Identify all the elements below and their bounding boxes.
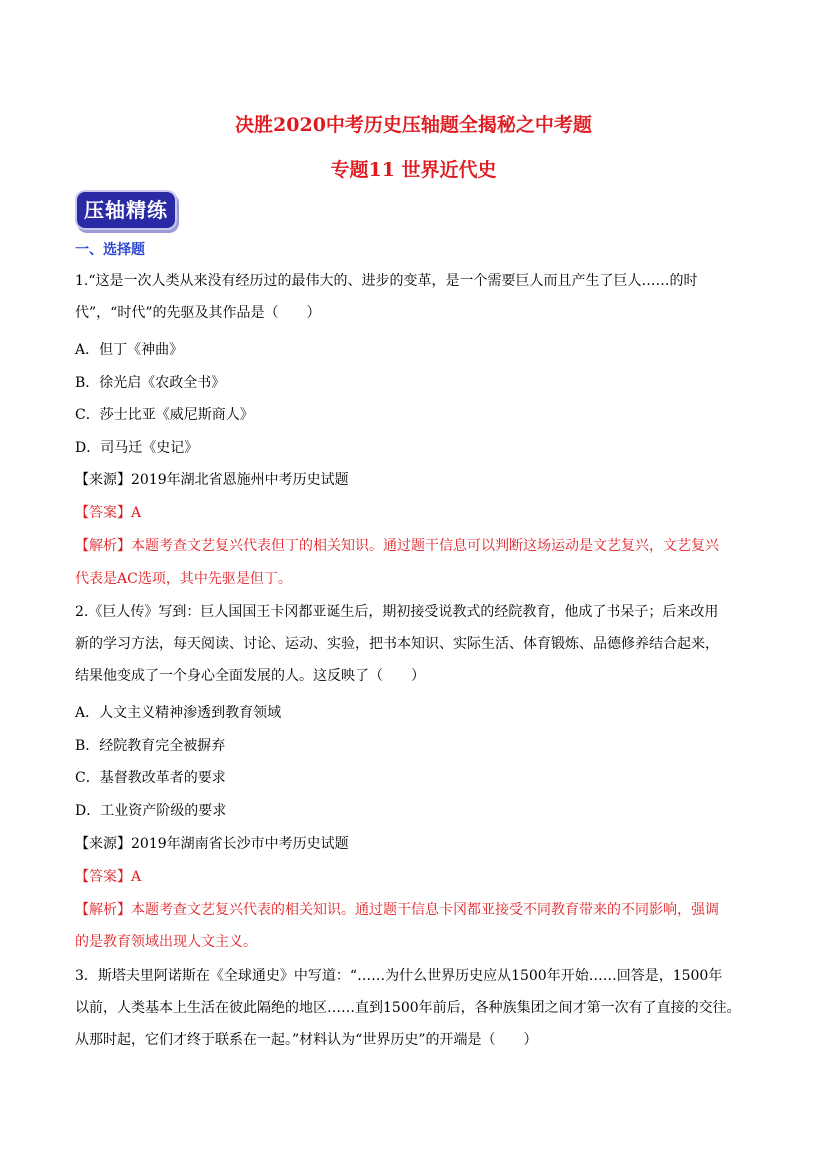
q1-analysis-line1: 【解析】本题考查文艺复兴代表但丁的相关知识。通过题干信息可以判断这场运动是文艺复兴，文艺复兴 bbox=[75, 538, 719, 554]
section-heading: 一、选择题 bbox=[75, 242, 145, 258]
q2-option-c: C．基督教改革者的要求 bbox=[75, 770, 226, 786]
q1-stem-line1: 1.“这是一次人类从来没有经历过的最伟大的、进步的变革，是一个需要巨人而且产生了巨人……的时 bbox=[75, 273, 698, 289]
q2-stem-line1: 2.《巨人传》写到：巨人国国王卡冈都亚诞生后，期初接受说教式的经院教育，他成了书呆子；后来改用 bbox=[75, 604, 719, 620]
q2-analysis-line1: 【解析】本题考查文艺复兴代表的相关知识。通过题干信息卡冈都亚接受不同教育带来的不同影响，强调 bbox=[75, 902, 719, 918]
q3-stem-line3: 从那时起，它们才终于联系在一起。”材料认为“世界历史”的开端是（ ） bbox=[75, 1032, 538, 1048]
q1-answer: 【答案】A bbox=[75, 505, 142, 521]
q3-stem-line1: 3．斯塔夫里阿诺斯在《全球通史》中写道：“……为什么世界历史应从1500年开始……回答是，1500年 bbox=[75, 968, 723, 984]
q2-option-a: A．人文主义精神渗透到教育领域 bbox=[75, 705, 282, 721]
q1-option-d: D．司马迁《史记》 bbox=[75, 440, 199, 456]
document-subtitle: 专题11 世界近代史 bbox=[330, 159, 497, 181]
q2-source: 【来源】2019年湖南省长沙市中考历史试题 bbox=[75, 836, 349, 852]
q1-option-a: A．但丁《神曲》 bbox=[75, 342, 184, 358]
q2-option-b: B．经院教育完全被摒弃 bbox=[75, 738, 226, 754]
document-title: 决胜2020中考历史压轴题全揭秘之中考题 bbox=[235, 114, 592, 136]
q3-stem-line2: 以前，人类基本上生活在彼此隔绝的地区……直到1500年前后，各种族集团之间才第一次有了直接的交往。 bbox=[75, 1000, 741, 1016]
q1-option-b: B．徐光启《农政全书》 bbox=[75, 375, 226, 391]
q2-option-d: D．工业资产阶级的要求 bbox=[75, 803, 227, 819]
q1-analysis-line2: 代表是AC选项，其中先驱是但丁。 bbox=[75, 571, 292, 587]
section-badge: 压轴精练 bbox=[77, 192, 175, 228]
q2-analysis-line2: 的是教育领域出现人文主义。 bbox=[75, 934, 257, 950]
q1-stem-line2: 代”，“时代”的先驱及其作品是（ ） bbox=[75, 305, 321, 321]
q2-answer: 【答案】A bbox=[75, 869, 142, 885]
q1-source: 【来源】2019年湖北省恩施州中考历史试题 bbox=[75, 472, 349, 488]
q2-stem-line2: 新的学习方法，每天阅读、讨论、运动、实验，把书本知识、实际生活、体育锻炼、品德修养结合起来， bbox=[75, 636, 719, 652]
q2-stem-line3: 结果他变成了一个身心全面发展的人。这反映了（ ） bbox=[75, 668, 425, 684]
q1-option-c: C．莎士比亚《威尼斯商人》 bbox=[75, 407, 254, 423]
